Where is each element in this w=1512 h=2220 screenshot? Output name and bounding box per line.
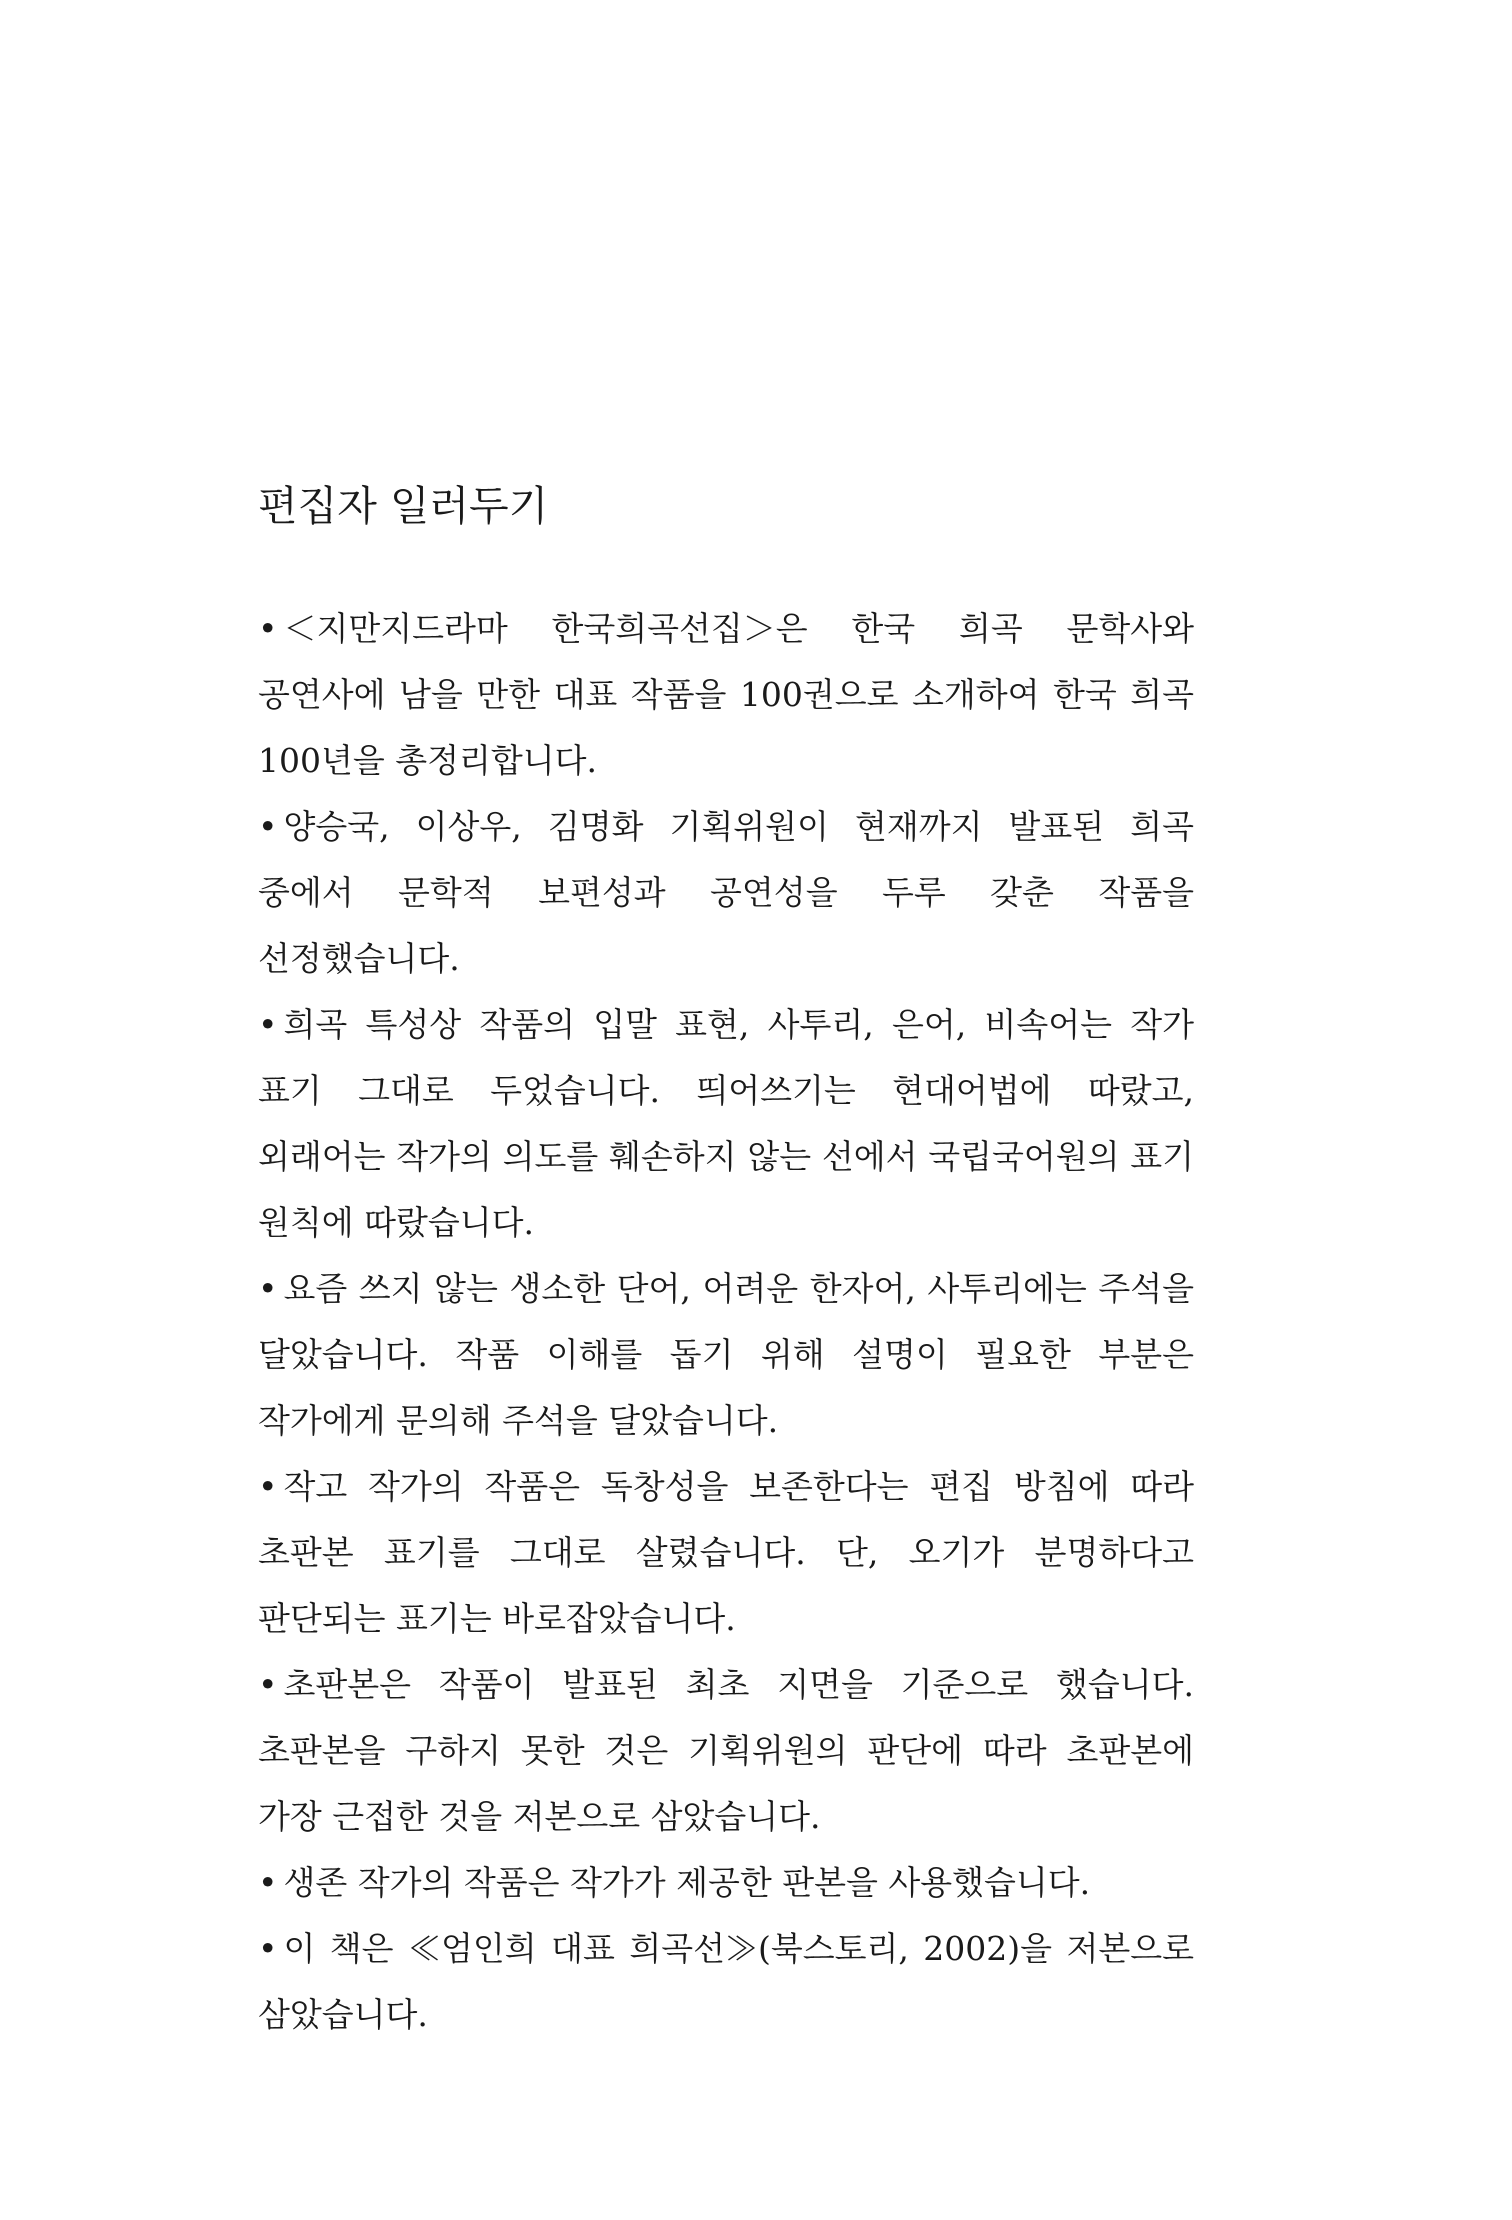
bullet-icon: • bbox=[258, 1665, 278, 1704]
note-item-8 bbox=[258, 1916, 1194, 2048]
bullet-icon: • bbox=[258, 1005, 278, 1044]
note-item-5 bbox=[258, 1454, 1194, 1652]
note-item-3 bbox=[258, 992, 1194, 1256]
note-item-6 bbox=[258, 1652, 1194, 1850]
bullet-icon: • bbox=[258, 1467, 278, 1506]
note-text-6: 초판본은 작품이 발표된 최초 지면을 기준으로 했습니다. 초판본을 구하지 못한 것은 기획위원의 판단에 따라 초판본에 가장 근접한 것을 저본으로 삼았습니다. bbox=[258, 1665, 1194, 1836]
note-text-5: 작고 작가의 작품은 독창성을 보존한다는 편집 방침에 따라 초판본 표기를 그대로 살렸습니다. 단, 오기가 분명하다고 판단되는 표기는 바로잡았습니다. bbox=[258, 1467, 1194, 1638]
note-text-8: 이 책은 ≪엄인희 대표 희곡선≫(북스토리, 2002)을 저본으로 삼았습니다. bbox=[258, 1929, 1194, 2034]
note-text-7: 생존 작가의 작품은 작가가 제공한 판본을 사용했습니다. bbox=[283, 1863, 1091, 1902]
note-text-2: 양승국, 이상우, 김명화 기획위원이 현재까지 발표된 희곡 중에서 문학적 보편성과 공연성을 두루 갖춘 작품을 선정했습니다. bbox=[258, 807, 1194, 978]
bullet-icon: • bbox=[258, 1929, 278, 1968]
bullet-icon: • bbox=[258, 807, 278, 846]
note-item-1 bbox=[258, 596, 1194, 794]
note-text-3: 희곡 특성상 작품의 입말 표현, 사투리, 은어, 비속어는 작가 표기 그대로 두었습니다. 띄어쓰기는 현대어법에 따랐고, 외래어는 작가의 의도를 훼손하지 않는 선에서 국립국어원의 표기 원칙에 따랐습니다. bbox=[258, 1005, 1194, 1242]
bullet-icon: • bbox=[258, 1269, 278, 1308]
bullet-icon: • bbox=[258, 609, 278, 648]
page-title: 편집자 일러두기 bbox=[258, 482, 549, 530]
bullet-icon: • bbox=[258, 1863, 278, 1902]
note-text-4: 요즘 쓰지 않는 생소한 단어, 어려운 한자어, 사투리에는 주석을 달았습니다. 작품 이해를 돕기 위해 설명이 필요한 부분은 작가에게 문의해 주석을 달았습니다. bbox=[258, 1269, 1194, 1440]
note-item-7 bbox=[258, 1850, 1194, 1916]
note-item-4 bbox=[258, 1256, 1194, 1454]
note-text-1: ＜지만지드라마 한국희곡선집＞은 한국 희곡 문학사와 공연사에 남을 만한 대표 작품을 100권으로 소개하여 한국 희곡 100년을 총정리합니다. bbox=[258, 609, 1194, 780]
note-item-2 bbox=[258, 794, 1194, 992]
editor-notes-list bbox=[258, 596, 1194, 2048]
